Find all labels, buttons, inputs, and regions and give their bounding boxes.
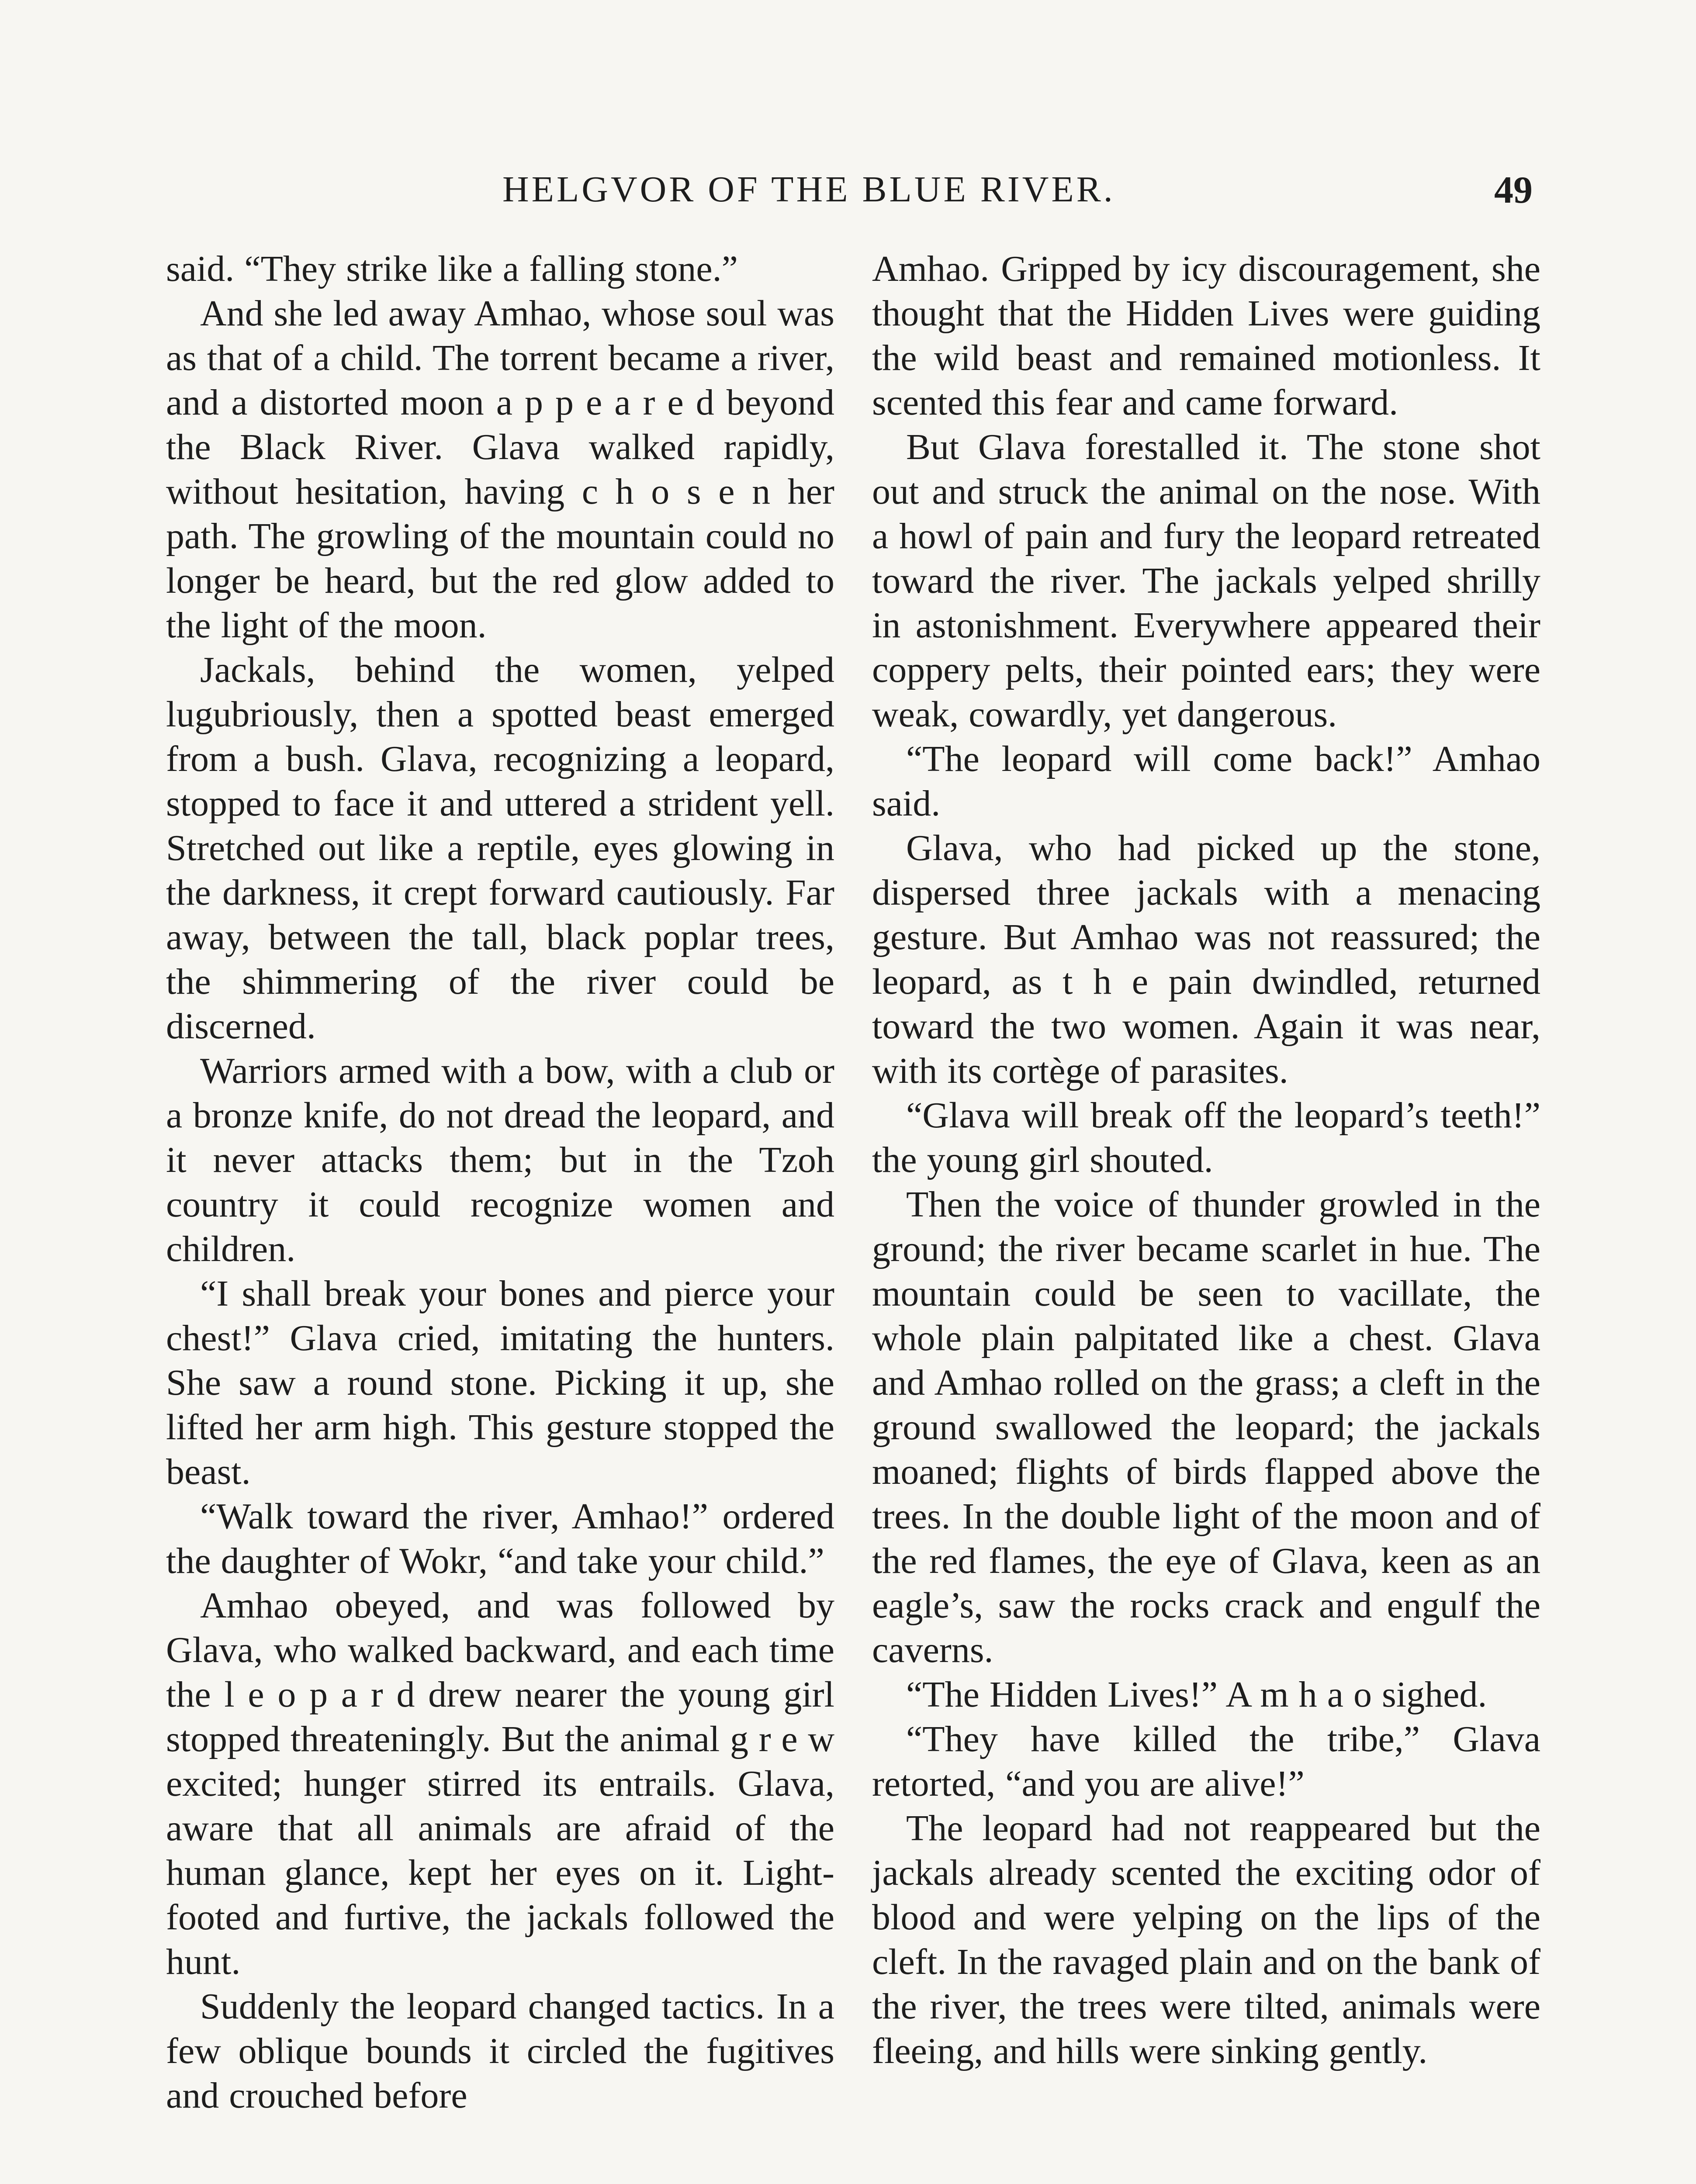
paragraph: And she led away Amhao, whose soul was as that of a child. The torrent became a river, and a distorted moon a p p e a r e d beyond the Black River. Glava walked rapidly, without hesitation, having c h o s e n her path. The growling of the mountain could no longer be heard, but the red glow added to the light of the moon. [166, 293, 834, 646]
paragraph: said. “They strike like a falling stone.” [166, 249, 738, 289]
paragraph: Suddenly the leopard changed tactics. In a few oblique bounds it circled the fugitives and crouched before [166, 1986, 834, 2116]
paragraph: “The leopard will come back!” Amhao said. [872, 739, 1540, 824]
paragraph: The leopard had not reappeared but the jackals already scented the exciting odor of blood and were yelping on the lips of the cleft. In the ravaged plain and on the bank of the river, the trees were tilted, animals were fleeing, and hills were sinking gently. [872, 1808, 1540, 2071]
paragraph: Glava, who had picked up the stone, dispersed three jackals with a menacing gesture. But Amhao was not reassured; the leopard, as t h e pain dwindled, returned toward the two women. Again it was near, with its cortège of parasites. [872, 828, 1540, 1091]
paragraph: Amhao obeyed, and was followed by Glava, who walked backward, and each time the l e o p a r d drew nearer the young girl stopped threateningly. But the animal g r e w excited; hunger stirred its entrails. Glava, aware that all animals are afraid of the human glance, kept her eyes on it. Light-footed and furtive, the jackals followed the hunt. [166, 1585, 834, 1982]
paragraph: Jackals, behind the women, yelped lugubriously, then a spotted beast emerged from a bush. Glava, recognizing a leopard, stopped to face it and uttered a strident yell. Stretched out like a reptile, eyes glowing in the darkness, it crept forward cautiously. Far away, between the tall, black poplar trees, the shimmering of the river could be discerned. [166, 650, 834, 1047]
paragraph: “Walk toward the river, Amhao!” ordered the daughter of Wokr, “and take your child.” [166, 1496, 834, 1581]
paragraph: Warriors armed with a bow, with a club or a bronze knife, do not dread the leopard, and it never attacks them; but in the Tzoh country it could recognize women and children. [166, 1051, 834, 1269]
page-header [0, 168, 1696, 221]
paragraph: “I shall break your bones and pierce your chest!” Glava cried, imitating the hunters. She saw a round stone. Picking it up, she lifted her arm high. This gesture stopped the beast. [166, 1273, 834, 1492]
paragraph: Amhao. Gripped by icy discouragement, she thought that the Hidden Lives were guiding the wild beast and remained motionless. It scented this fear and came forward. [872, 249, 1540, 423]
left-column [166, 247, 834, 2118]
paragraph: “They have killed the tribe,” Glava retorted, “and you are alive!” [872, 1719, 1540, 1804]
paragraph: “Glava will break off the leopard’s teeth!” the young girl shouted. [872, 1095, 1540, 1180]
paragraph: But Glava forestalled it. The stone shot out and struck the animal on the nose. With a howl of pain and fury the leopard retreated toward the river. The jackals yelped shrilly in astonishment. Everywhere appeared their coppery pelts, their pointed ears; they were weak, cowardly, yet dangerous. [872, 427, 1540, 735]
right-column [872, 247, 1540, 2073]
page-number: 49 [1494, 169, 1533, 211]
paragraph: “The Hidden Lives!” A m h a o sighed. [906, 1674, 1487, 1715]
paragraph: Then the voice of thunder growled in the ground; the river became scarlet in hue. The mountain could be seen to vacillate, the whole plain palpitated like a chest. Glava and Amhao rolled on the grass; a cleft in the ground swallowed the leopard; the jackals moaned; flights of birds flapped above the trees. In the double light of the moon and of the red flames, the eye of Glava, keen as an eagle’s, saw the rocks crack and engulf the caverns. [872, 1184, 1540, 1670]
running-title: HELGVOR OF THE BLUE RIVER. [502, 169, 1115, 210]
